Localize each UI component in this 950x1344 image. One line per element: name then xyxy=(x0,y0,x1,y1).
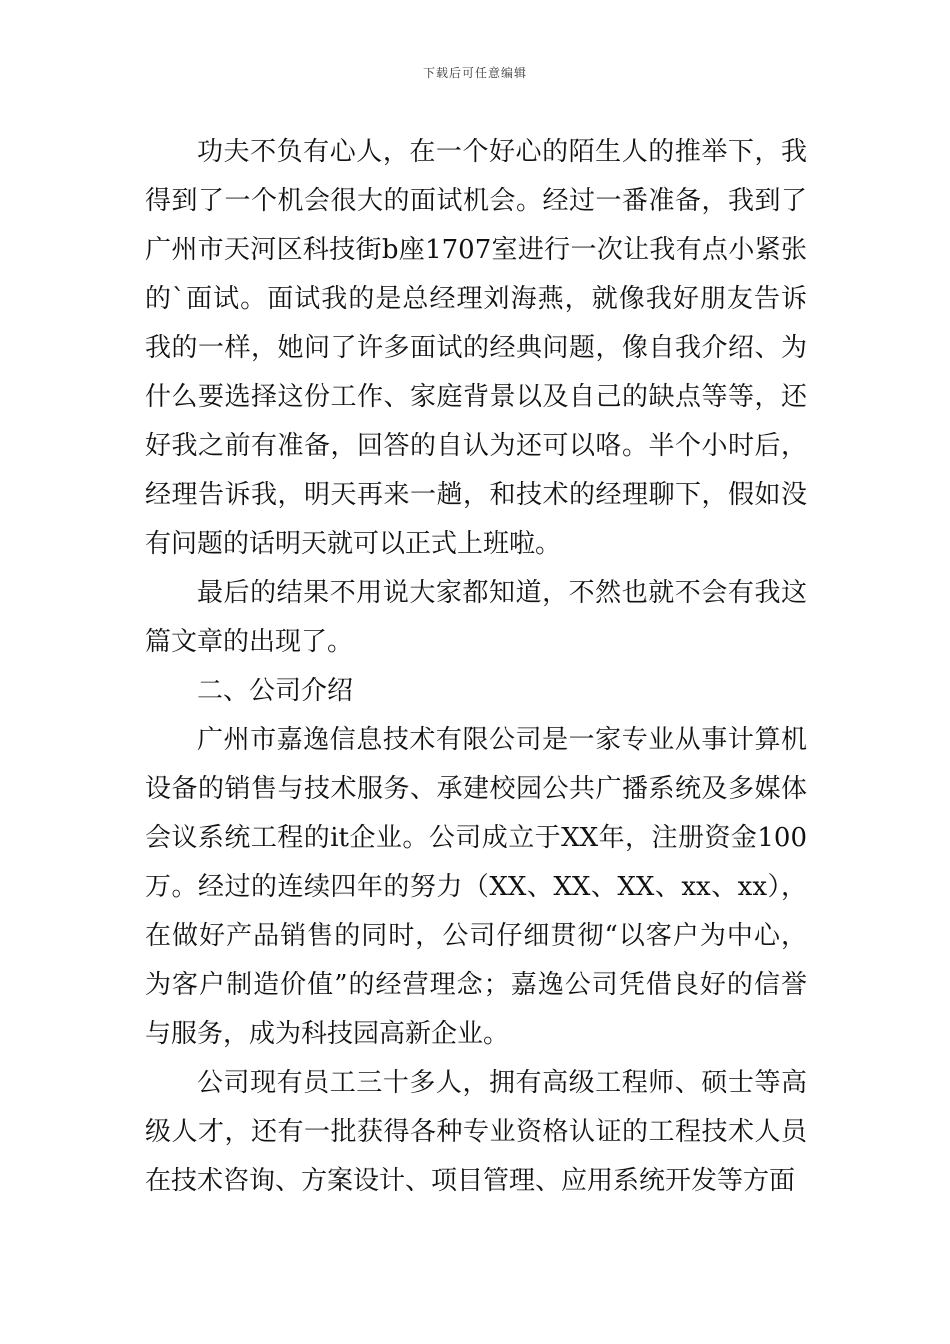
paragraph-company-staff: 公司现有员工三十多人，拥有高级工程师、硕士等高级人才，还有一批获得各种专业资格认证的工程技术人员在技术咨询、方案设计、项目管理、应用系统开发等方面 xyxy=(145,1068,807,1196)
paragraph-result: 最后的结果不用说大家都知道，不然也就不会有我这篇文章的出现了。 xyxy=(145,578,807,657)
section-heading-company-intro: 二、公司介绍 xyxy=(197,676,354,706)
paragraph-company-profile: 广州市嘉逸信息技术有限公司是一家专业从事计算机设备的销售与技术服务、承建校园公共广播系统及多媒体会议系统工程的it企业。公司成立于XX年，注册资金100万。经过的连续四年的努力（XX、XX、XX、xx、xx），在做好产品销售的同时，公司仔细贯彻“以客户为中心，为客户制造价值”的经营理念；嘉逸公司凭借良好的信誉与服务，成为科技园高新企业。 xyxy=(145,725,807,1049)
page-header-note: 下载后可任意编辑 xyxy=(422,66,527,80)
document-body xyxy=(145,128,807,1206)
paragraph-interview: 功夫不负有心人，在一个好心的陌生人的推举下，我得到了一个机会很大的面试机会。经过一番准备，我到了广州市天河区科技街b座1707室进行一次让我有点小紧张的`面试。面试我的是总经理刘海燕，就像我好朋友告诉我的一样，她问了许多面试的经典问题，像自我介绍、为什么要选择这份工作、家庭背景以及自己的缺点等等，还好我之前有准备，回答的自认为还可以咯。半个小时后，经理告诉我，明天再来一趟，和技术的经理聊下，假如没有问题的话明天就可以正式上班啦。 xyxy=(145,137,807,559)
